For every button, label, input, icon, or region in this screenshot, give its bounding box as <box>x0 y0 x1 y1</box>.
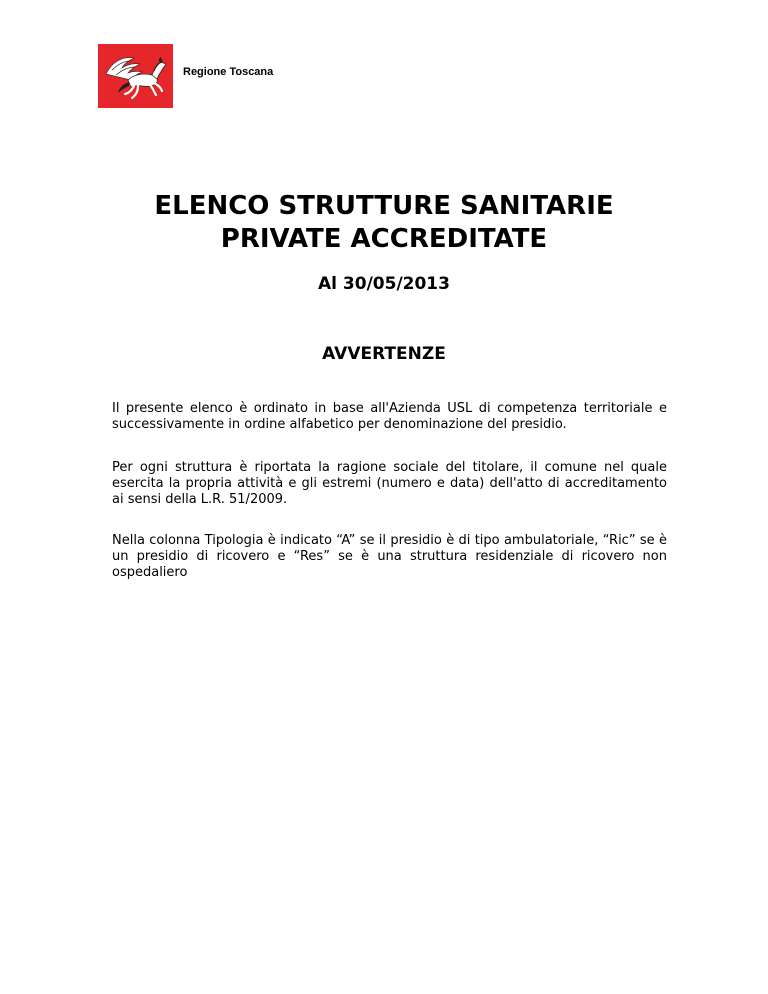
paragraph-tipologia: Nella colonna Tipologia è indicato “A” se il presidio è di tipo ambulatoriale, “Ric” se è un presidio di ricovero e “Res” se è una struttura residenziale di ricovero non ospedaliero <box>112 533 667 580</box>
paragraph-ordering: Il presente elenco è ordinato in base all'Azienda USL di competenza territoriale e successivamente in ordine alfabetico per denominazione del presidio. <box>112 401 667 432</box>
paragraph-structure-info: Per ogni struttura è riportata la ragione sociale del titolare, il comune nel quale esercita la propria attività e gli estremi (numero e data) dell'atto di accreditamento ai sensi della L.R. 51/2009. <box>112 460 667 507</box>
org-name: Regione Toscana <box>183 66 274 78</box>
document-title <box>0 190 768 256</box>
regione-toscana-logo <box>98 44 173 108</box>
section-heading: AVVERTENZE <box>322 344 446 364</box>
document-date: Al 30/05/2013 <box>318 274 450 294</box>
document-title-line-1: ELENCO STRUTTURE SANITARIE <box>154 191 614 221</box>
winged-horse-icon <box>98 44 173 108</box>
document-title-line-2: PRIVATE ACCREDITATE <box>220 224 548 254</box>
